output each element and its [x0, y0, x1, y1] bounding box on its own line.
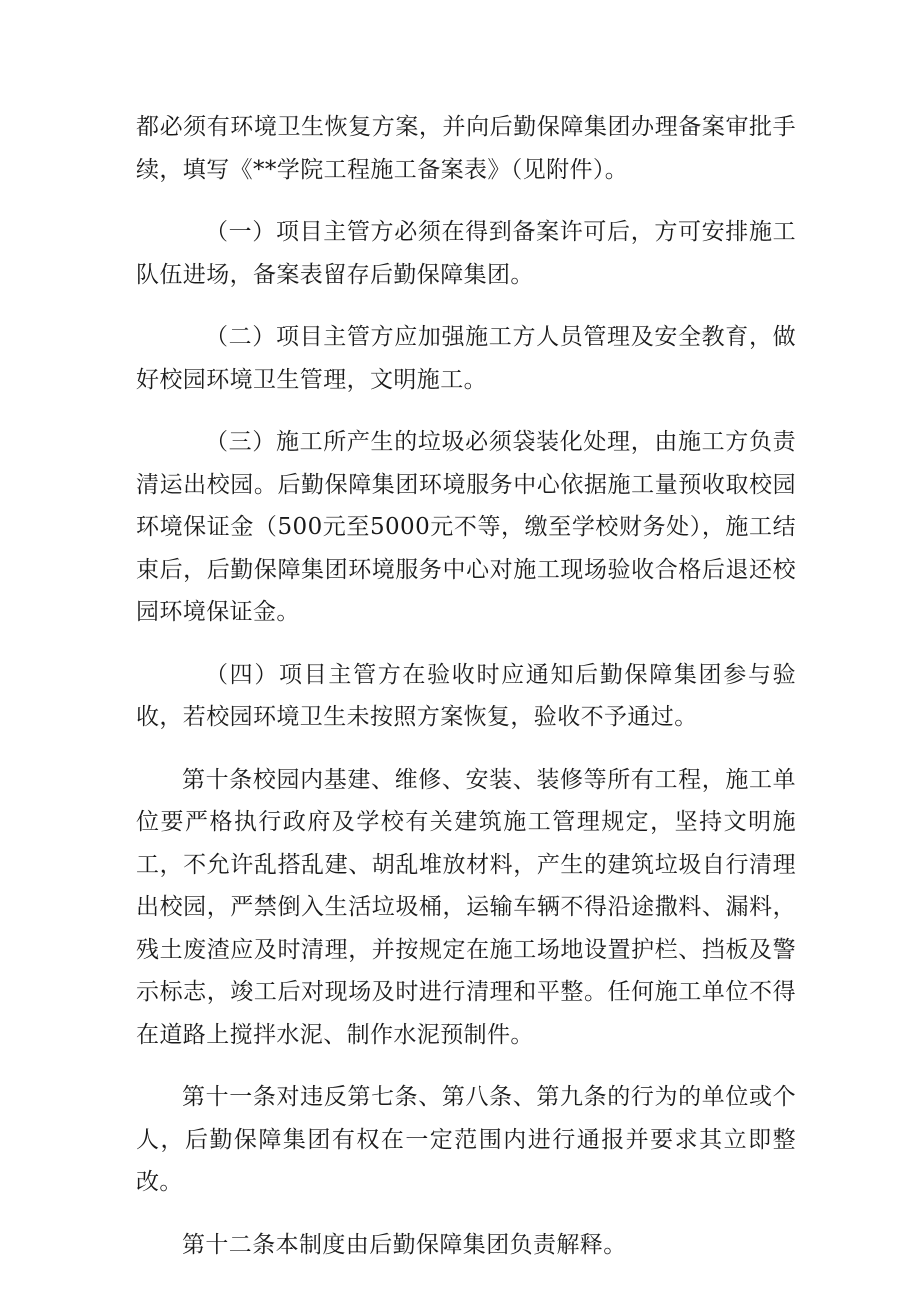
paragraph-item-4: （四）项目主管方在验收时应通知后勤保障集团参与验收，若校园环境卫生未按照方案恢复，验收不予通过。: [136, 661, 796, 730]
paragraph-article-10: 第十条校园内基建、维修、安装、装修等所有工程，施工单位要严格执行政府及学校有关建筑施工管理规定，坚持文明施工，不允许乱搭乱建、胡乱堆放材料，产生的建筑垃圾自行清理出校园，严禁倒入生活垃圾桶，运输车辆不得沿途撒料、漏料，残土废渣应及时清理，并按规定在施工场地设置护栏、挡板及警示标志，竣工后对现场及时进行清理和平整。任何施工单位不得在道路上搅拌水泥、制作水泥预制件。: [136, 766, 796, 1048]
paragraph-item-2: （二）项目主管方应加强施工方人员管理及安全教育，做好校园环境卫生管理，文明施工。: [136, 324, 796, 393]
paragraph-item-1: （一）项目主管方必须在得到备案许可后，方可安排施工队伍进场，备案表留存后勤保障集团。: [136, 219, 796, 288]
paragraph-item-3: （三）施工所产生的垃圾必须袋装化处理，由施工方负责清运出校园。后勤保障集团环境服务中心依据施工量预收取校园环境保证金（500元至5000元不等，缴至学校财务处），施工结束后，后勤保障集团环境服务中心对施工现场验收合格后退还校园环境保证金。: [136, 429, 796, 625]
document-body: [136, 106, 796, 1266]
paragraph-continuation: 都必须有环境卫生恢复方案，并向后勤保障集团办理备案审批手续，填写《**学院工程施工备案表》（见附件）。: [136, 114, 796, 183]
paragraph-article-11: 第十一条对违反第七条、第八条、第九条的行为的单位或个人，后勤保障集团有权在一定范围内进行通报并要求其立即整改。: [136, 1084, 796, 1195]
paragraph-article-12: 第十二条本制度由后勤保障集团负责解释。: [182, 1231, 627, 1258]
